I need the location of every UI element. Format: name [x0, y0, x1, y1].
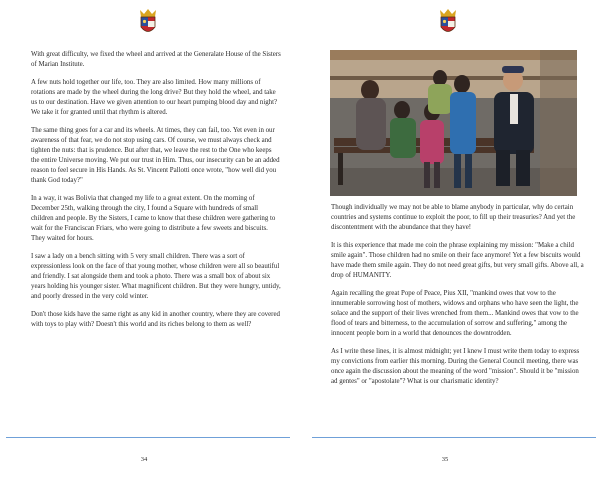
- paragraph: With great difficulty, we fixed the wheel and arrived at the Generalate House of the Sisters of Marian Institute.: [31, 51, 281, 68]
- right-page-body: [331, 203, 585, 395]
- paragraph: It is this experience that made me coin the phrase explaining my mission: "Make a child smile again". Those children had no smile on their face anymore! Yet a few biscuits would have made them smile again. They do not need great gifts, but very small gifts. Above all, a drop of HUMANITY.: [331, 242, 584, 279]
- right-page: [300, 0, 590, 478]
- paragraph: As I write these lines, it is almost midnight; yet I knew I must write them today to express my convictions from earlier this morning. During the General Council meeting, there was once again the discussion about the meaning of the word "mission". Should it be "mission ad gentes" or "apostolate"? What is our charismatic identity?: [331, 348, 580, 385]
- page-number: 34: [140, 456, 148, 463]
- paragraph: The same thing goes for a car and its wheels. At times, they can fail, too. Yet even in our awareness of that fear, we do not stop using cars. Of course, we must always check and tighten the nuts: that is prudence. But after that, we leave the rest to the One who keeps the entire Universe moving. We put our trust in Him. Thus, our insecurity can be an added reason to feel secure in His Hands. As St. Vincent Pallotti once wrote, "how well did you thank God today?": [31, 127, 280, 184]
- page-number: 35: [441, 456, 449, 463]
- page-rule: [6, 437, 290, 438]
- page-rule: [312, 437, 596, 438]
- paragraph: Though individually we may not be able to blame anybody in particular, why do certain countries and systems continue to exploit the poor, to fill up their treasuries? And yet the discontentment with the abundance that they have!: [331, 204, 576, 231]
- left-page: [0, 0, 290, 478]
- paragraph: In a way, it was Bolivia that changed my life to a great extent. On the morning of December 25th, walking through the city, I found a Square with hundreds of small children and people. By the Sisters, I came to know that these children were gathering to wait for the Franciscan Friars, who were going to distribute a few sweets and biscuits. They waited for hours.: [31, 195, 276, 242]
- left-page-body: [31, 50, 281, 338]
- paragraph: Again recalling the great Pope of Peace, Pius XII, "mankind owes that vow to the innumerable sorrowing host of mothers, widows and orphans who have seen the light, the solace and the support of their lives wrenched from them... Mankind owes that vow to the flood of tears and bitterness, to the accumulation of sorrow and suffering," among the innocent people born in a world that denounces the downtrodden.: [331, 290, 579, 337]
- paragraph: I saw a lady on a bench sitting with 5 very small children. There was a sort of expressionless look on the face of that young mother, whose children were all so beautiful and friendly. I sat alongside them and took a photo. There was a small box of about six years holding his younger sister. What magnificent children. But they were hungry, untidy, and poorly dressed in the very cold winter.: [31, 253, 281, 300]
- photo-children-on-bench: [330, 50, 577, 196]
- paragraph: Don't those kids have the same right as any kid in another country, where they are covered with toys to play with? Doesn't this world and its riches belong to them as well?: [31, 311, 280, 328]
- paragraph: A few nuts hold together our life, too. They are also limited. How many millions of rotations are made by the wheel during the long drive? But they hold the wheel, and take us to our destination. Have we given attention to our heart pumping blood day and night? We take it for granted until that rhythm is altered.: [31, 79, 278, 116]
- coat-of-arms-icon: [437, 8, 459, 38]
- coat-of-arms-icon: [137, 8, 159, 38]
